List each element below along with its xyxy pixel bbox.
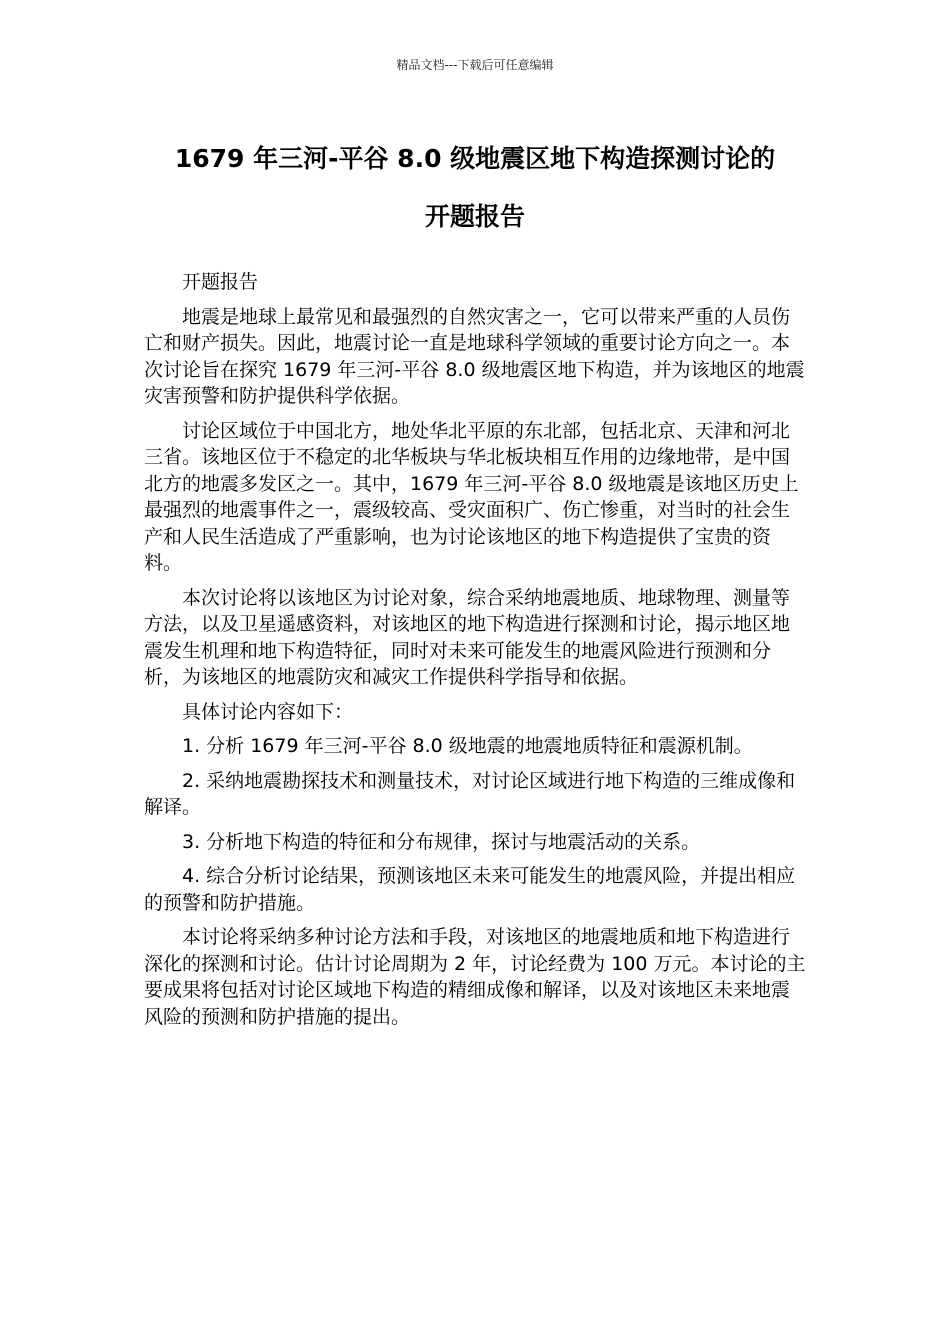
document-title	[100, 130, 850, 246]
paragraph-intro: 地震是地球上最常见和最强烈的自然灾害之一，它可以带来严重的人员伤亡和财产损失。因此，地震讨论一直是地球科学领域的重要讨论方向之一。本次讨论旨在探究 1679 年三河-平谷 8.0 级地震区地下构造，并为该地区的地震灾害预警和防护提供科学依据。	[144, 305, 805, 407]
paragraph-objective: 本次讨论将以该地区为讨论对象，综合采纳地震地质、地球物理、测量等方法，以及卫星遥感资料，对该地区的地下构造进行探测和讨论，揭示地区地震发生机理和地下构造特征，同时对未来可能发生的地震风险进行预测和分析，为该地区的地震防灾和减灾工作提供科学指导和依据。	[144, 586, 791, 688]
list-item-3: 3. 分析地下构造的特征和分布规律，探讨与地震活动的关系。	[182, 830, 701, 853]
list-item-4: 4. 综合分析讨论结果，预测该地区未来可能发生的地震风险，并提出相应的预警和防护措施。	[144, 865, 796, 914]
paragraph-conclusion: 本讨论将采纳多种讨论方法和手段，对该地区的地震地质和地下构造进行深化的探测和讨论。估计讨论周期为 2 年，讨论经费为 100 万元。本讨论的主要成果将包括对讨论区域地下构造的精细成像和解译，以及对该地区未来地震风险的预测和防护措施的提出。	[144, 926, 806, 1028]
paragraph-heading: 开题报告	[182, 271, 259, 293]
title-line-2: 开题报告	[424, 202, 525, 231]
list-item-2: 2. 采纳地震勘探技术和测量技术，对讨论区域进行地下构造的三维成像和解译。	[144, 769, 796, 818]
list-item-1: 1. 分析 1679 年三河-平谷 8.0 级地震的地震地质特征和震源机制。	[182, 735, 753, 757]
paragraph-region: 讨论区域位于中国北方，地处华北平原的东北部，包括北京、天津和河北三省。该地区位于不稳定的北华板块与华北板块相互作用的边缘地带，是中国北方的地震多发区之一。其中，1679 年三河-平谷 8.0 级地震是该地区历史上最强烈的地震事件之一，震级较高、受灾面积广、伤亡惨重，对当时的社会生产和人民生活造成了严重影响，也为讨论该地区的地下构造提供了宝贵的资料。	[144, 419, 799, 574]
title-line-1: 1679 年三河-平谷 8.0 级地震区地下构造探测讨论的	[174, 144, 776, 173]
header-note: 精品文档---下载后可任意编辑	[396, 58, 554, 72]
paragraph-contents-intro: 具体讨论内容如下：	[182, 700, 354, 723]
document-body	[144, 269, 808, 1038]
